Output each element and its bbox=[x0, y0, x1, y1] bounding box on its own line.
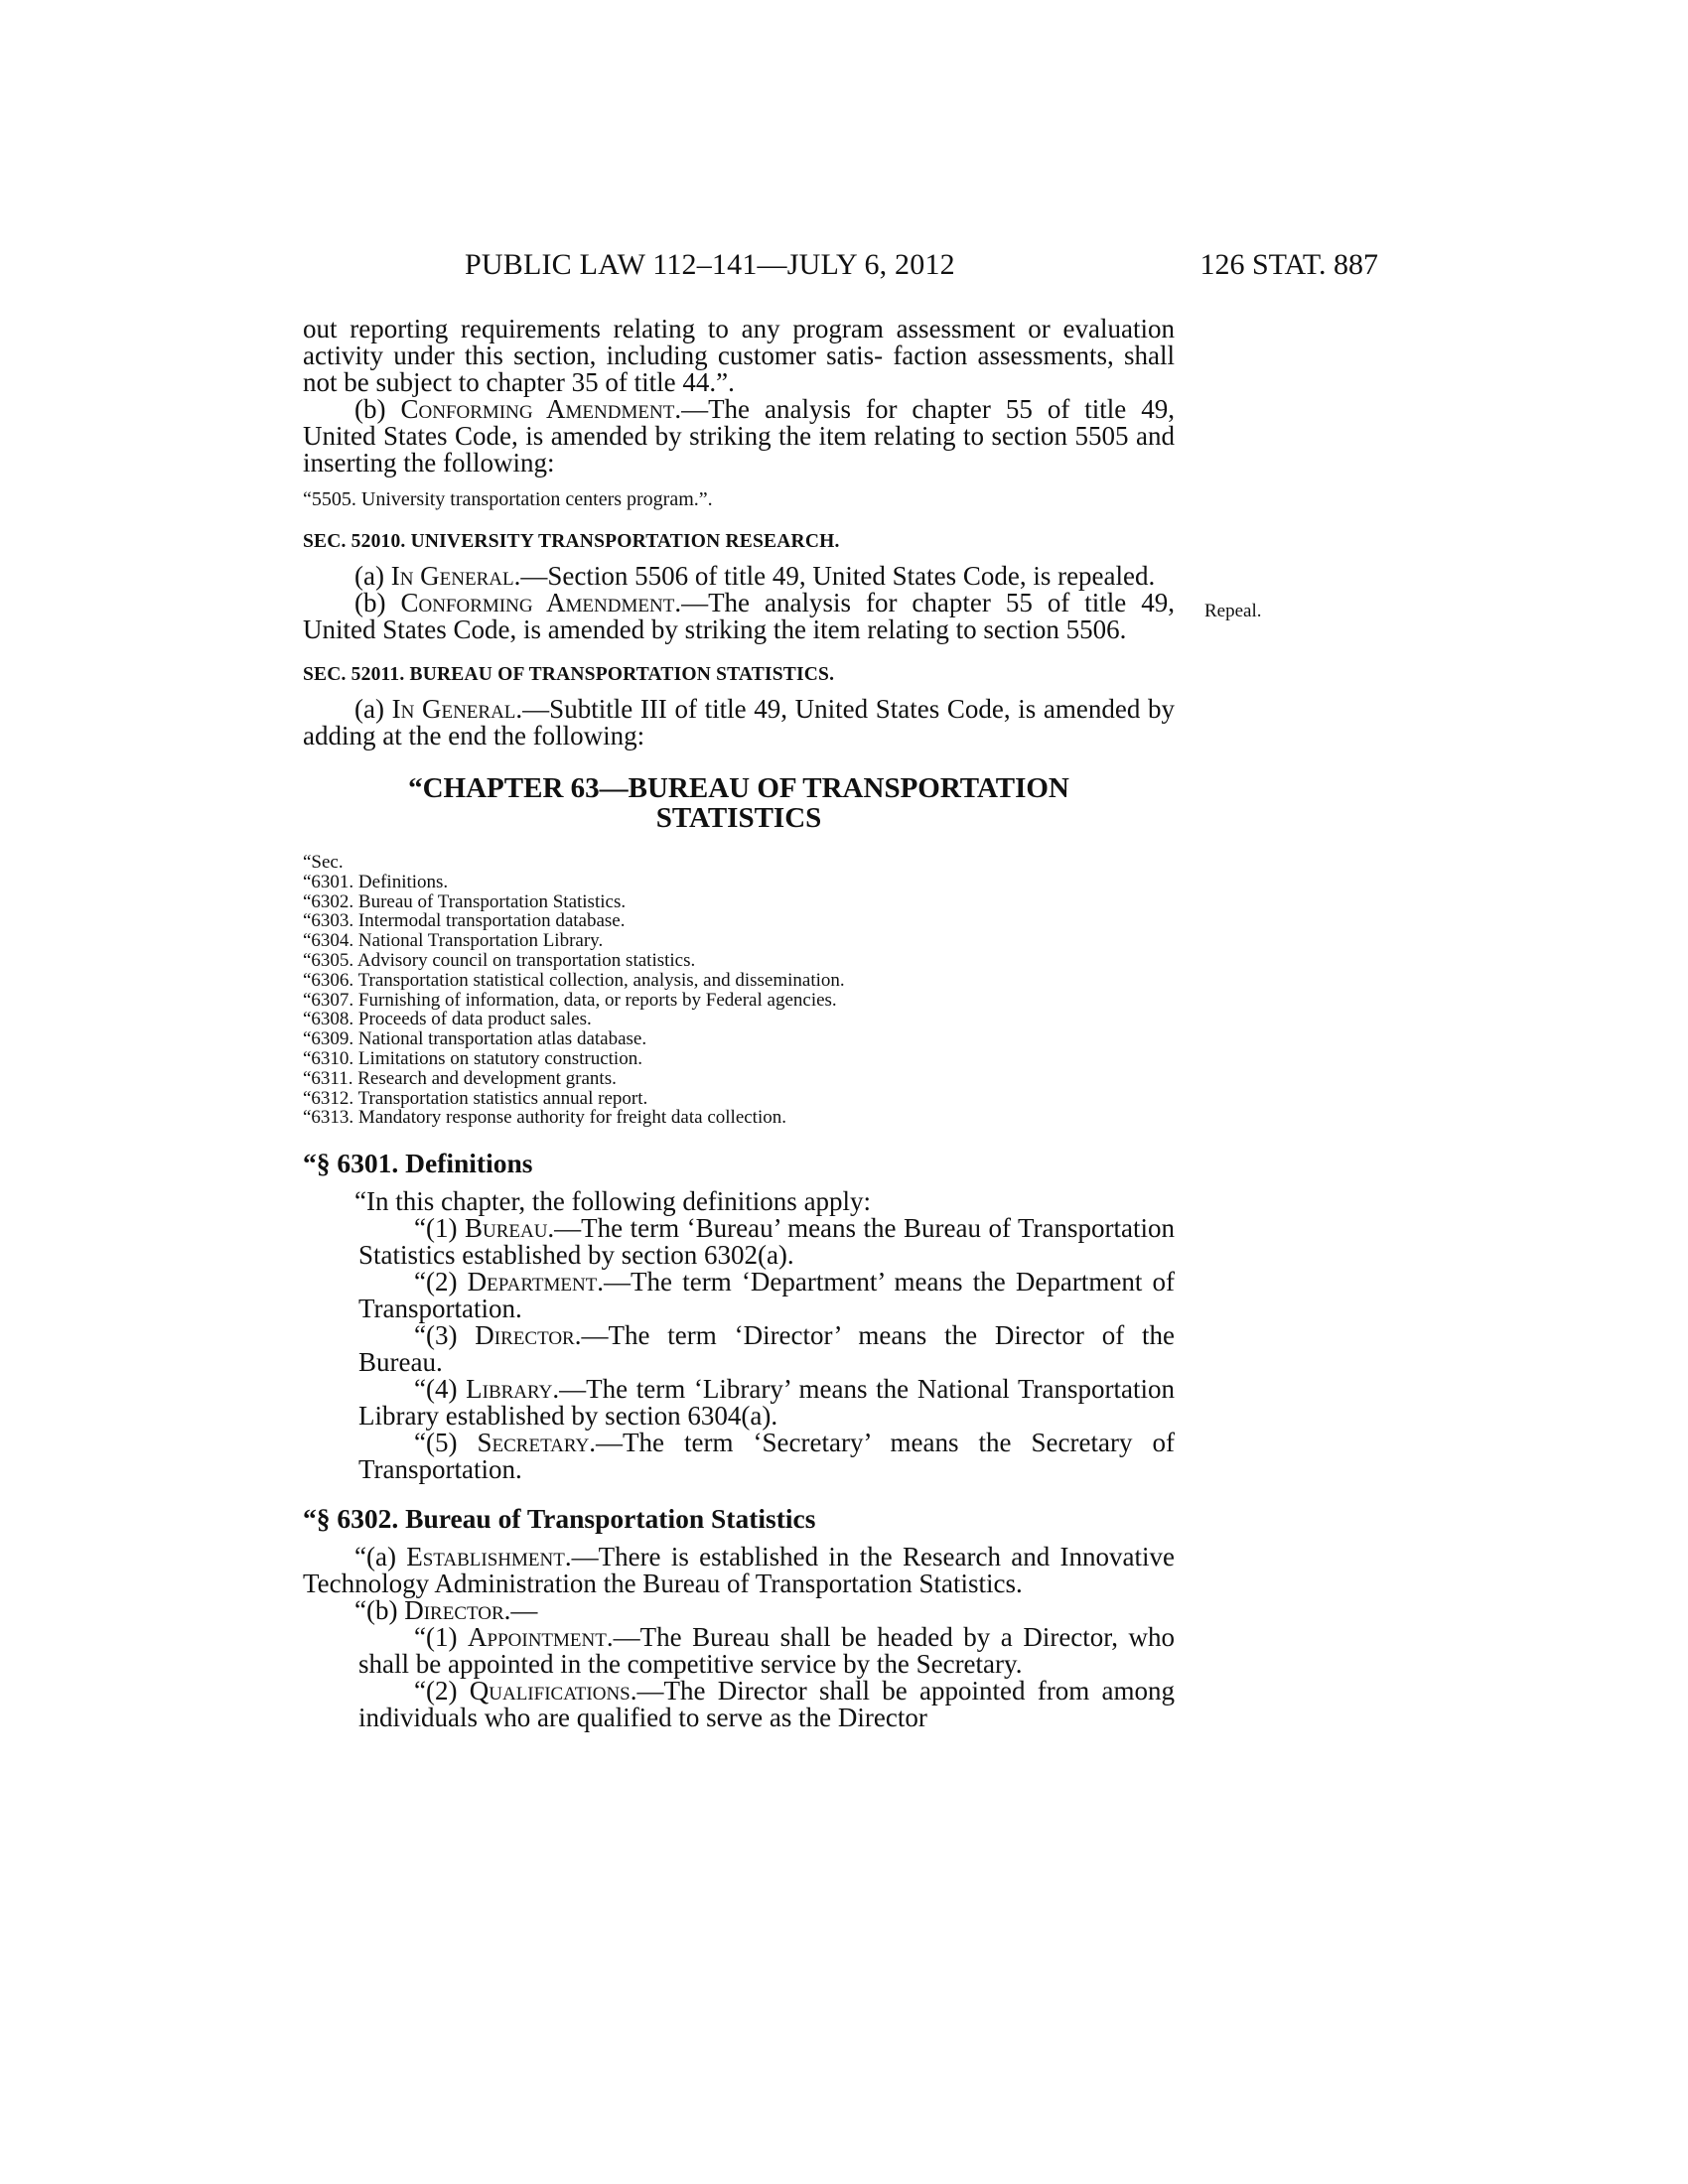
toc-item: “6303. Intermodal transportation database. bbox=[303, 910, 626, 932]
section-heading: SEC. 52011. BUREAU OF TRANSPORTATION STATISTICS. bbox=[303, 664, 835, 685]
paragraph bbox=[303, 590, 1175, 643]
section-title: “§ 6301. Definitions bbox=[303, 1148, 533, 1179]
paragraph-lead: “(2) bbox=[414, 1267, 468, 1297]
chapter-heading-line: STATISTICS bbox=[655, 802, 822, 834]
paragraph-lead: “(5) bbox=[414, 1428, 478, 1458]
paragraph-heading: Bureau bbox=[464, 1213, 548, 1244]
amendment-item: “5505. University transportation centers program.”. bbox=[303, 488, 713, 510]
paragraph-lead: (b) bbox=[354, 394, 401, 424]
definition-item bbox=[303, 1376, 1175, 1430]
toc-item: “6313. Mandatory response authority for freight data collection. bbox=[303, 1107, 786, 1129]
paragraph-text: .—The term ‘Secretary’ means the Secretary of Transportation. bbox=[358, 1428, 1175, 1485]
toc-item: “Sec. bbox=[303, 852, 344, 873]
paragraph-lead: “(a) bbox=[354, 1542, 407, 1572]
paragraph-lead: “(4) bbox=[414, 1374, 467, 1405]
paragraph-lead: (b) bbox=[354, 588, 401, 617]
paragraph-text: .—The analysis for chapter 55 of title 49, United States Code, is amended by striking the item relating to section 5505 and inserting the following: bbox=[303, 394, 1176, 478]
section-title: “§ 6302. Bureau of Transportation Statistics bbox=[303, 1503, 816, 1535]
paragraph-text: .—Subtitle III of title 49, United States Code, is amended by adding at the end the following: bbox=[303, 694, 1175, 751]
paragraph bbox=[303, 696, 1175, 750]
chapter-heading bbox=[303, 773, 1175, 833]
page-body bbox=[303, 316, 1175, 1731]
paragraph-lead: “(1) bbox=[414, 1622, 469, 1653]
toc-item: “6302. Bureau of Transportation Statistics. bbox=[303, 890, 627, 912]
paragraph-text: .—The term ‘Department’ means the Department of Transportation. bbox=[358, 1267, 1176, 1324]
paragraph-lead: “(1) bbox=[414, 1213, 465, 1244]
paragraph-heading: Director bbox=[475, 1320, 575, 1351]
toc-item: “6304. National Transportation Library. bbox=[303, 930, 604, 952]
paragraph-lead: “(2) bbox=[414, 1676, 470, 1706]
toc-item: “6309. National transportation atlas database. bbox=[303, 1028, 647, 1050]
paragraph-text: .—Section 5506 of title 49, United States Code, is repealed. bbox=[513, 561, 1156, 591]
paragraph-heading: In General bbox=[391, 694, 516, 724]
paragraph bbox=[303, 1597, 1175, 1624]
margin-note: Repeal. bbox=[1204, 601, 1262, 621]
toc-item: “6306. Transportation statistical collection, analysis, and dissemination. bbox=[303, 969, 845, 991]
paragraph-heading: In General bbox=[390, 561, 514, 591]
paragraph-heading: Department bbox=[467, 1267, 598, 1297]
paragraph-text: .—The Bureau shall be headed by a Director, who shall be appointed in the competitive service by the Secretary. bbox=[358, 1622, 1176, 1680]
paragraph: “In this chapter, the following definitions apply: bbox=[354, 1186, 872, 1217]
paragraph-text: .—The term ‘Director’ means the Director of the Bureau. bbox=[358, 1320, 1176, 1378]
table-of-contents bbox=[303, 853, 1175, 1128]
definition-item bbox=[303, 1430, 1175, 1483]
toc-item: “6312. Transportation statistics annual report. bbox=[303, 1087, 648, 1109]
paragraph bbox=[303, 396, 1175, 477]
paragraph-lead: (a) bbox=[354, 694, 392, 724]
paragraph-text: .—The term ‘Library’ means the National Transportation Library established by section 6304(a). bbox=[358, 1374, 1175, 1432]
paragraph-heading: Director bbox=[404, 1595, 504, 1626]
paragraph-heading: Qualifications bbox=[469, 1676, 631, 1706]
paragraph: out reporting requirements relating to any program assessment or evaluation activity under this section, including customer satis- faction assessments, shall not be subject to chapter 35 of title 44.”. bbox=[303, 314, 1175, 397]
paragraph-heading: Conforming Amendment bbox=[400, 588, 675, 617]
toc-item: “6307. Furnishing of information, data, or reports by Federal agencies. bbox=[303, 989, 837, 1011]
paragraph-lead: (a) bbox=[354, 561, 391, 591]
paragraph-text: .—The analysis for chapter 55 of title 49, United States Code, is amended by striking the item relating to section 5506. bbox=[303, 588, 1176, 644]
chapter-heading-line: “CHAPTER 63—BUREAU OF TRANSPORTATION bbox=[408, 772, 1069, 804]
paragraph-text: .—The Director shall be appointed from among individuals who are qualified to serve as the Director bbox=[358, 1676, 1175, 1733]
running-head bbox=[465, 248, 1378, 292]
paragraph bbox=[303, 1624, 1175, 1678]
toc-item: “6308. Proceeds of data product sales. bbox=[303, 1009, 592, 1030]
paragraph-heading: Library bbox=[466, 1374, 553, 1405]
paragraph bbox=[303, 563, 1175, 590]
paragraph-lead: “(3) bbox=[414, 1320, 476, 1351]
paragraph-text: .— bbox=[503, 1595, 538, 1626]
paragraph-lead: “(b) bbox=[354, 1595, 405, 1626]
paragraph bbox=[303, 1678, 1175, 1731]
paragraph-text: .—The term ‘Bureau’ means the Bureau of Transportation Statistics established by section 6302(a). bbox=[358, 1213, 1175, 1271]
toc-item: “6305. Advisory council on transportation statistics. bbox=[303, 949, 696, 971]
definition-item bbox=[303, 1269, 1175, 1322]
paragraph-heading: Appointment bbox=[468, 1622, 607, 1653]
running-head-title: PUBLIC LAW 112–141—JULY 6, 2012 bbox=[465, 248, 955, 281]
section-heading: SEC. 52010. UNIVERSITY TRANSPORTATION RESEARCH. bbox=[303, 531, 840, 552]
toc-item: “6311. Research and development grants. bbox=[303, 1067, 617, 1089]
page-citation: 126 STAT. 887 bbox=[1199, 248, 1378, 281]
paragraph bbox=[303, 1544, 1175, 1597]
paragraph-heading: Secretary bbox=[477, 1428, 590, 1458]
paragraph-heading: Establishment bbox=[406, 1542, 565, 1572]
definition-item bbox=[303, 1215, 1175, 1269]
definition-item bbox=[303, 1322, 1175, 1376]
paragraph-text: .—There is established in the Research and Innovative Technology Administration the Bureau of Transportation Statistics. bbox=[303, 1542, 1175, 1599]
toc-item: “6301. Definitions. bbox=[303, 871, 449, 892]
toc-item: “6310. Limitations on statutory construction. bbox=[303, 1047, 642, 1069]
paragraph-heading: Conforming Amendment bbox=[400, 394, 675, 424]
